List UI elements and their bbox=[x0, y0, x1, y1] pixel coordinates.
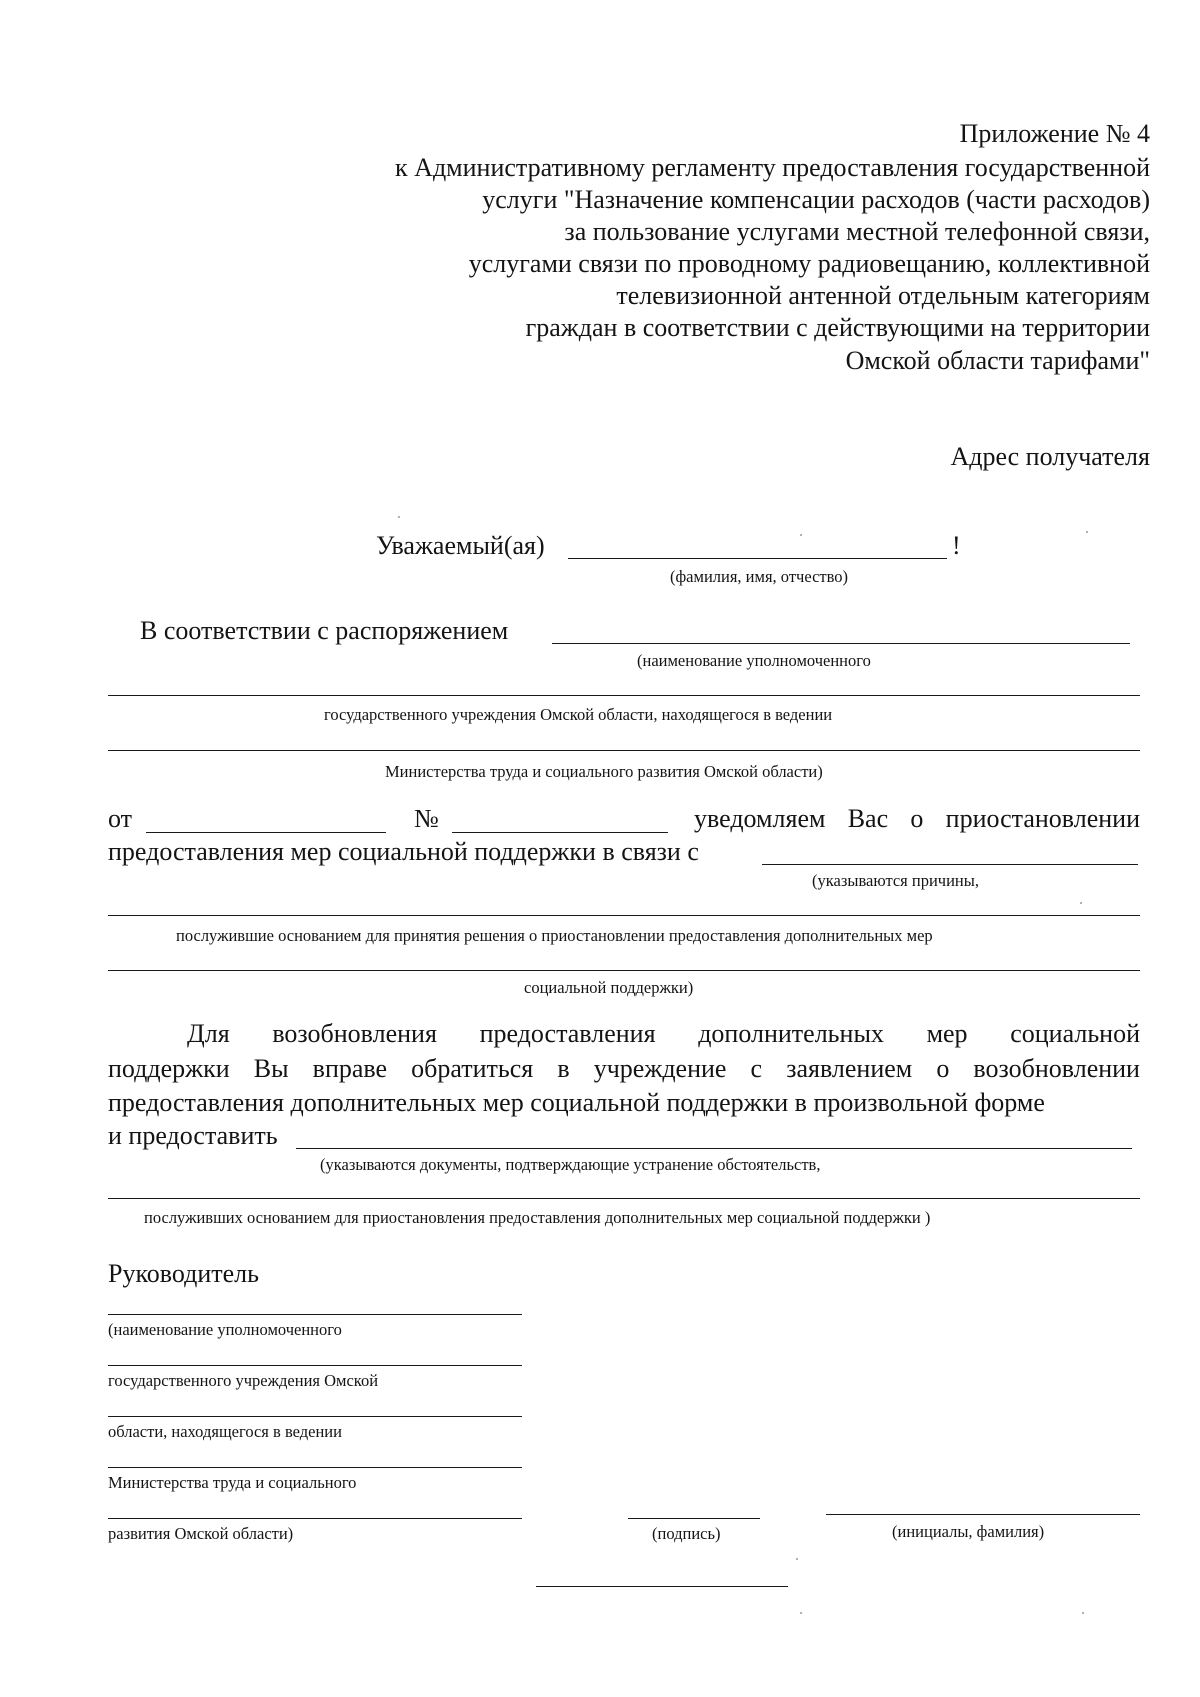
appendix-line: к Административному регламенту предоставления государственной bbox=[395, 153, 1150, 182]
notice-from: от bbox=[108, 804, 133, 833]
org-line bbox=[108, 1416, 522, 1417]
org-line bbox=[108, 1467, 522, 1468]
appendix-line: телевизионной антенной отдельным категориям bbox=[616, 281, 1150, 310]
notice-number-line bbox=[452, 832, 668, 833]
notice-date-line bbox=[146, 832, 386, 833]
org-line bbox=[108, 1518, 522, 1519]
renewal-line bbox=[108, 1198, 1140, 1199]
notice-caption: социальной поддержки) bbox=[524, 978, 694, 997]
notice-reason-line bbox=[762, 864, 1138, 865]
notice-word: приостановлении bbox=[945, 804, 1140, 833]
scan-speck bbox=[1086, 531, 1088, 533]
scan-speck bbox=[796, 1558, 798, 1560]
stamp-line bbox=[536, 1586, 788, 1587]
order-line bbox=[108, 750, 1140, 751]
notice-word: Вас bbox=[847, 804, 889, 833]
renewal-word: Вы bbox=[253, 1054, 289, 1083]
renewal-word: социальной bbox=[1010, 1019, 1140, 1048]
recipient-address: Адрес получателя bbox=[950, 442, 1150, 471]
scan-speck bbox=[800, 1612, 802, 1614]
renewal-word: в bbox=[557, 1054, 570, 1083]
renewal-line3: предоставления дополнительных мер социальной поддержки в произвольной форме bbox=[108, 1088, 1045, 1117]
notice-line bbox=[108, 970, 1140, 971]
appendix-line: граждан в соответствии с действующими на территории bbox=[525, 313, 1150, 342]
appendix-line: услугами связи по проводному радиовещанию, коллективной bbox=[468, 249, 1150, 278]
appendix-line: услуги "Назначение компенсации расходов (части расходов) bbox=[482, 185, 1150, 214]
renewal-caption: послуживших основанием для приостановления предоставления дополнительных мер социальной поддержки ) bbox=[144, 1208, 931, 1227]
renewal-caption: (указываются документы, подтверждающие устранение обстоятельств, bbox=[320, 1155, 821, 1174]
scan-speck bbox=[800, 534, 802, 536]
notice-word: уведомляем bbox=[694, 804, 826, 833]
order-caption: Министерства труда и социального развития Омской области) bbox=[385, 762, 823, 781]
renewal-word: с bbox=[750, 1054, 763, 1083]
appendix-line: за пользование услугами местной телефонной связи, bbox=[564, 217, 1150, 246]
signature-line bbox=[628, 1518, 760, 1519]
notice-caption: послужившие основанием для принятия решения о приостановлении предоставления дополнительных мер bbox=[176, 926, 933, 945]
order-line bbox=[108, 695, 1140, 696]
renewal-word: вправе bbox=[312, 1054, 388, 1083]
org-caption: области, находящегося в ведении bbox=[108, 1422, 342, 1441]
notice-line2: предоставления мер социальной поддержки в связи с bbox=[108, 837, 699, 866]
renewal-line2 bbox=[108, 1056, 1140, 1082]
name-line bbox=[826, 1514, 1140, 1515]
renewal-word: мер bbox=[926, 1019, 968, 1048]
renewal-word: Для bbox=[187, 1019, 230, 1048]
org-caption: (наименование уполномоченного bbox=[108, 1320, 342, 1339]
notice-number-sign: № bbox=[414, 804, 439, 833]
renewal-word: возобновлении bbox=[973, 1054, 1140, 1083]
head-label: Руководитель bbox=[108, 1259, 259, 1288]
order-caption: (наименование уполномоченного bbox=[637, 651, 871, 670]
renewal-word: возобновления bbox=[272, 1019, 437, 1048]
greeting-text: Уважаемый(ая) bbox=[376, 531, 545, 560]
notice-caption: (указываются причины, bbox=[812, 871, 979, 890]
greeting-name-line bbox=[568, 558, 947, 559]
org-caption: развития Омской области) bbox=[108, 1524, 294, 1543]
scan-speck bbox=[1080, 902, 1082, 904]
renewal-documents-line bbox=[296, 1148, 1132, 1149]
renewal-word: поддержки bbox=[108, 1054, 230, 1083]
order-caption: государственного учреждения Омской области, находящегося в ведении bbox=[324, 705, 833, 724]
renewal-line4: и предоставить bbox=[108, 1121, 278, 1150]
greeting-exclamation: ! bbox=[952, 531, 961, 560]
name-caption: (инициалы, фамилия) bbox=[892, 1522, 1045, 1541]
greeting-caption: (фамилия, имя, отчество) bbox=[670, 567, 849, 586]
notice-text-justified bbox=[694, 806, 1140, 832]
renewal-line1 bbox=[187, 1021, 1140, 1047]
notice-line bbox=[108, 915, 1140, 916]
org-line bbox=[108, 1314, 522, 1315]
scan-speck bbox=[398, 516, 400, 518]
renewal-word: предоставления bbox=[479, 1019, 656, 1048]
order-text: В соответствии с распоряжением bbox=[140, 616, 509, 645]
renewal-word: дополнительных bbox=[698, 1019, 884, 1048]
renewal-word: учреждение bbox=[593, 1054, 727, 1083]
order-line bbox=[552, 643, 1130, 644]
scan-speck bbox=[1082, 1612, 1084, 1614]
renewal-word: о bbox=[936, 1054, 950, 1083]
appendix-line: Омской области тарифами" bbox=[845, 346, 1150, 375]
signature-caption: (подпись) bbox=[652, 1524, 721, 1543]
org-caption: Министерства труда и социального bbox=[108, 1473, 357, 1492]
renewal-word: обратиться bbox=[411, 1054, 534, 1083]
renewal-word: заявлением bbox=[786, 1054, 913, 1083]
org-line bbox=[108, 1365, 522, 1366]
notice-word: о bbox=[910, 804, 924, 833]
org-caption: государственного учреждения Омской bbox=[108, 1371, 379, 1390]
appendix-title: Приложение № 4 bbox=[959, 119, 1150, 148]
